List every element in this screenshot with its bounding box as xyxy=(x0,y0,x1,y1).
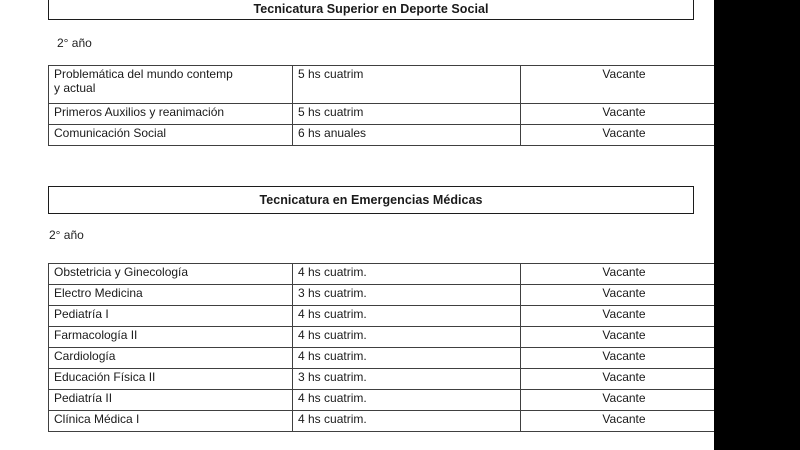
cell-hours: 5 hs cuatrim xyxy=(293,104,521,125)
course-table-emergencias-medicas xyxy=(48,263,728,432)
cell-subject: Pediatría II xyxy=(49,390,293,411)
table-row xyxy=(49,66,728,104)
table-row xyxy=(49,104,728,125)
section-title-box-emergencias-medicas xyxy=(48,186,694,214)
cell-hours: 4 hs cuatrim. xyxy=(293,348,521,369)
cell-subject: Farmacología II xyxy=(49,327,293,348)
subject-name-line2: y actual xyxy=(54,81,96,95)
year-label-section-1: 2° año xyxy=(57,36,92,50)
cell-hours: 5 hs cuatrim xyxy=(293,66,521,104)
section-title-text: Tecnicatura Superior en Deporte Social xyxy=(253,1,489,16)
table-row xyxy=(49,264,728,285)
cell-hours: 3 hs cuatrim. xyxy=(293,285,521,306)
cell-subject: Electro Medicina xyxy=(49,285,293,306)
cell-subject xyxy=(49,66,293,104)
course-table-deporte-social xyxy=(48,65,728,146)
cell-hours: 4 hs cuatrim. xyxy=(293,306,521,327)
section-title-box-deporte-social xyxy=(48,0,694,20)
table-row xyxy=(49,390,728,411)
cell-status: Vacante xyxy=(521,369,728,390)
cell-hours: 4 hs cuatrim. xyxy=(293,390,521,411)
cell-subject: Cardiología xyxy=(49,348,293,369)
cell-subject: Educación Física II xyxy=(49,369,293,390)
table-row xyxy=(49,125,728,146)
table-row xyxy=(49,348,728,369)
cell-subject: Primeros Auxilios y reanimación xyxy=(49,104,293,125)
cell-status: Vacante xyxy=(521,66,728,104)
cell-status: Vacante xyxy=(521,306,728,327)
cell-hours: 4 hs cuatrim. xyxy=(293,411,521,432)
section-title-text: Tecnicatura en Emergencias Médicas xyxy=(259,192,483,207)
cell-hours: 6 hs anuales xyxy=(293,125,521,146)
cell-hours: 3 hs cuatrim. xyxy=(293,369,521,390)
table-row xyxy=(49,306,728,327)
cell-subject: Pediatría I xyxy=(49,306,293,327)
cell-subject: Clínica Médica I xyxy=(49,411,293,432)
table-row xyxy=(49,285,728,306)
cell-status: Vacante xyxy=(521,285,728,306)
table-row xyxy=(49,369,728,390)
cell-status: Vacante xyxy=(521,327,728,348)
cell-hours: 4 hs cuatrim. xyxy=(293,327,521,348)
table-row xyxy=(49,327,728,348)
cell-status: Vacante xyxy=(521,104,728,125)
cell-subject: Comunicación Social xyxy=(49,125,293,146)
subject-name: Problemática del mundo contemp xyxy=(54,67,233,81)
cell-status: Vacante xyxy=(521,125,728,146)
cell-status: Vacante xyxy=(521,390,728,411)
table-row xyxy=(49,411,728,432)
cell-subject: Obstetricia y Ginecología xyxy=(49,264,293,285)
cell-status: Vacante xyxy=(521,411,728,432)
cell-status: Vacante xyxy=(521,264,728,285)
cell-status: Vacante xyxy=(521,348,728,369)
right-black-gutter xyxy=(714,0,800,450)
year-label-section-2: 2° año xyxy=(49,228,84,242)
cell-hours: 4 hs cuatrim. xyxy=(293,264,521,285)
